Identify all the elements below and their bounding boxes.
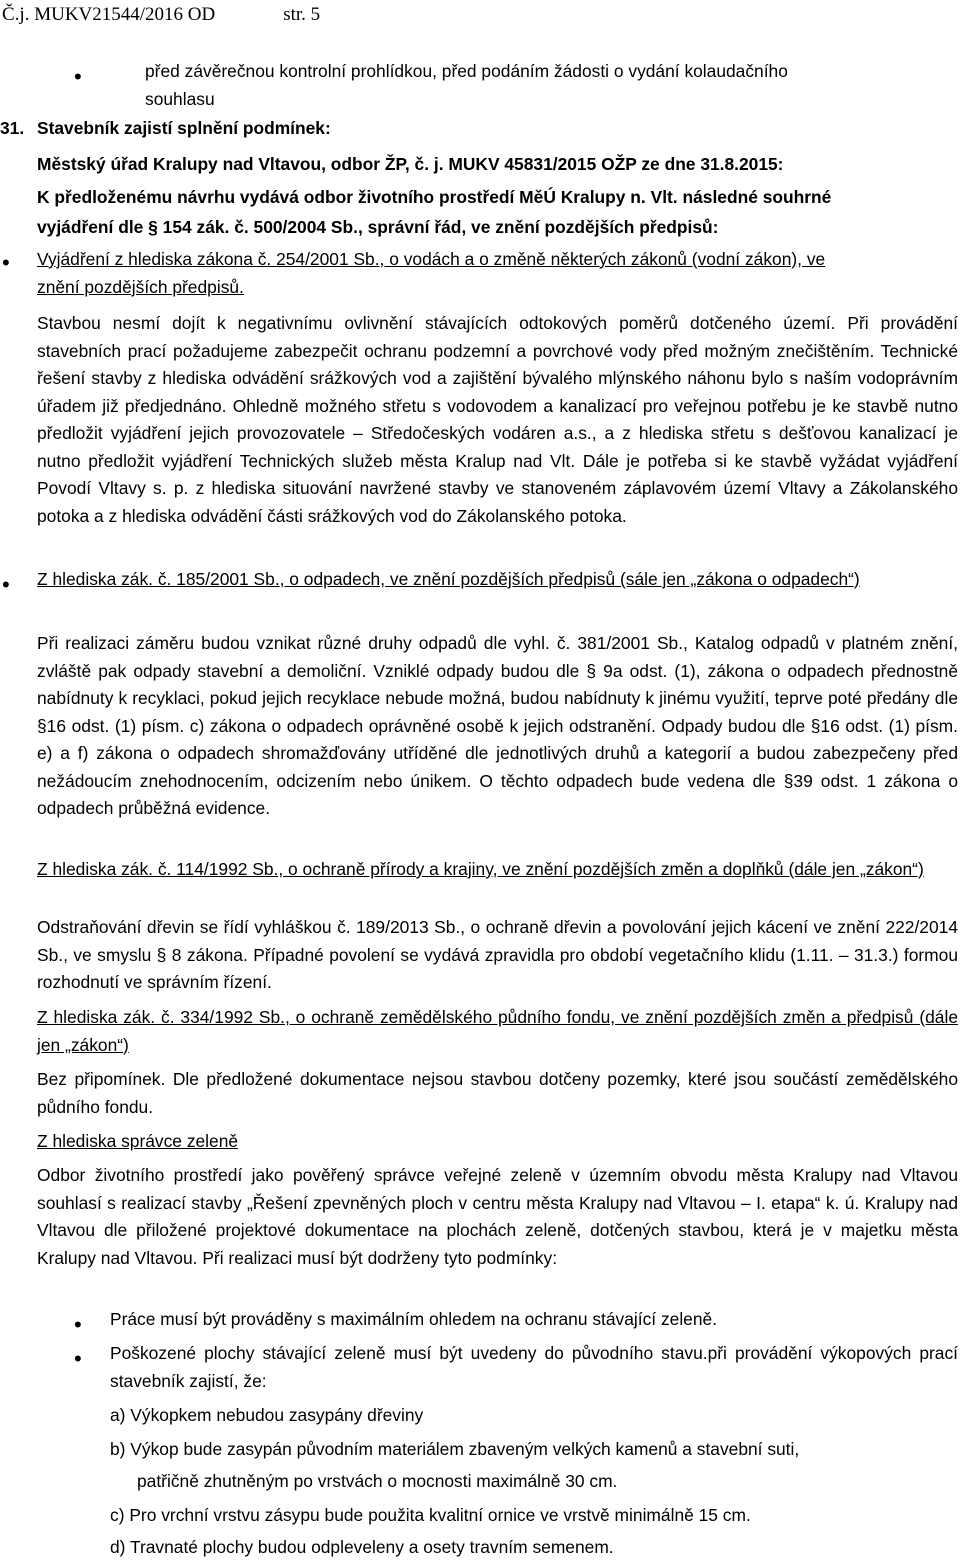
bullet-icon — [74, 1352, 88, 1366]
text-line: před závěrečnou kontrolní prohlídkou, před podáním žádosti o vydání kolaudačního — [145, 61, 788, 81]
text-line: patřičně zhutněným po vrstvách o mocnosti maximálně 30 cm. — [137, 1470, 618, 1491]
subcondition-c: c) Pro vrchní vrstvu zásypu bude použita kvalitní ornice ve vrstvě minimálně 15 cm. — [110, 1505, 751, 1525]
document-reference: Č.j. MUKV21544/2016 OD — [2, 4, 216, 25]
bullet-icon — [74, 1318, 88, 1332]
waste-paragraph: Při realizaci záměru budou vznikat různé druhy odpadů dle vyhl. č. 381/2001 Sb., Katalog odpadů v platném znění, zvláště pak odpady stavební a demoliční. Vzniklé odpady budou dle § 9a odst. (1), zákona o odpadech přednostně nabídnuty k recyklaci, pokud jejich recyklace nebude možná, budou nabídnuty k jinému využití, teprve poté předány dle §16 odst. (1) písm. c) zákona o odpadech oprávněné osobě k jejich odstranění. Odpady budou dle §16 odst. (1) písm. e) a f) zákona o odpadech shromažďovány utříděné dle jednotlivých druhů a kategorií a budou zabezpečeny před nežádoucím znehodnocením, odcizením nebo únikem. O těchto odpadech bude vedena dle §39 odst. 1 zákona o odpadech průběžná evidence. — [37, 633, 958, 818]
authority-intro — [37, 184, 958, 241]
water-paragraph: Stavbou nesmí dojít k negativnímu ovlivnění stávajících odtokových poměrů dotčeného území. Při provádění stavebních prací požadujeme zabezpečit ochranu podzemní a povrchové vody před možným znečištěním. Technické řešení stavby z hlediska odvádění srážkových vod a zajištění bývalého mlýnského náhonu bylo s naším vodoprávním úřadem již předjednáno. Ohledně možného střetu s vodovodem a kanalizací pro veřejnou potřebu je ke stavbě nutno předložit vyjádření jejich provozovatele – Středočeských vodáren a.s., a z hlediska střetu s dešťovou kanalizací je nutno předložit vyjádření Technických služeb města Kralup nad Vlt. Dále je potřeba si ke stavbě vyžádat vyjádření Povodí Vltavy s. p. z hlediska situování navržené stavby ve stanoveném záplavovém území Vltavy a Zákolanského potoka a z hlediska odvádění části srážkových vod do Zákolanského potoka. — [37, 313, 958, 526]
text-line: znění pozdějších předpisů. — [37, 276, 244, 297]
subcondition-b — [110, 1436, 958, 1495]
item-31 — [0, 115, 400, 143]
subcondition-a: a) Výkopkem nebudou zasypány dřeviny — [110, 1405, 424, 1425]
text-line: Vyjádření z hlediska zákona č. 254/2001 Sb., o vodách a o změně některých zákonů (vodní zákon), ve — [37, 249, 826, 269]
bullet-icon — [2, 578, 16, 592]
page-header — [2, 4, 320, 26]
nature-paragraph: Odstraňování dřevin se řídí vyhláškou č. 189/2013 Sb., o ochraně dřevin a povolování jejich kácení ve znění 222/2014 Sb., ve smyslu § 8 zákona. Případné povolení se vydává zpravidla pro období vegetačního klidu (1.11. – 31.3.) formou rozhodnutí ve správním řízení. — [37, 917, 958, 992]
page-number: str. 5 — [283, 4, 321, 25]
authority-reference: Městský úřad Kralupy nad Vltavou, odbor ŽP, č. j. MUKV 45831/2015 OŽP ze dne 31.8.2015: — [37, 154, 784, 174]
text-line: vyjádření dle § 154 zák. č. 500/2004 Sb., správní řád, ve znění pozdějších předpisů: — [37, 216, 719, 237]
nature-heading: Z hlediska zák. č. 114/1992 Sb., o ochraně přírody a krajiny, ve znění pozdějších změn a doplňků (dále jen „zákon“) — [37, 859, 924, 879]
condition-2: Poškozené plochy stávající zeleně musí být uvedeny do původního stavu.při provádění výkopových prací stavebník zajistí, že: — [110, 1343, 958, 1391]
bullet-icon — [74, 70, 88, 84]
text-line: b) Výkop bude zasypán původním materiálem zbaveným velkých kamenů a stavební suti, — [110, 1439, 800, 1459]
condition-1: Práce musí být prováděny s maximálním ohledem na ochranu stávající zeleně. — [110, 1309, 718, 1329]
subcondition-d: d) Travnaté plochy budou odpleveleny a osety travním semenem. — [110, 1537, 614, 1557]
water-heading — [37, 246, 958, 301]
bullet-final-inspection — [145, 58, 945, 113]
text-line: souhlasu — [145, 88, 215, 109]
bullet-icon — [2, 256, 16, 270]
greenery-paragraph: Odbor životního prostředí jako pověřený správce veřejné zeleně v územním obvodu města Kralupy nad Vltavou souhlasí s realizací stavby „Řešení zpevněných ploch v centru města Kralupy nad Vltavou – I. etapa“ k. ú. Kralupy nad Vltavou dle přiložené projektové dokumentace na plochách zeleně, dotčených stavbou, která je v majetku města Kralupy nad Vltavou. Při realizaci musí být dodrženy tyto podmínky: — [37, 1165, 958, 1268]
text-line: K předloženému návrhu vydává odbor životního prostředí MěÚ Kralupy n. Vlt. následné souhrné — [37, 187, 832, 207]
soil-paragraph: Bez připomínek. Dle předložené dokumentace nejsou stavbou dotčeny pozemky, které jsou součástí zemědělského půdního fondu. — [37, 1069, 958, 1117]
item-number: 31. — [0, 118, 25, 138]
greenery-heading: Z hlediska správce zeleně — [37, 1131, 239, 1151]
item-title: Stavebník zajistí splnění podmínek: — [37, 118, 331, 138]
waste-heading: Z hlediska zák. č. 185/2001 Sb., o odpadech, ve znění pozdějších předpisů (sále jen „zákona o odpadech“) — [37, 569, 860, 589]
soil-heading: Z hlediska zák. č. 334/1992 Sb., o ochraně zemědělského půdního fondu, ve znění pozdějších změn a předpisů (dále jen „zákon“) — [37, 1007, 958, 1055]
